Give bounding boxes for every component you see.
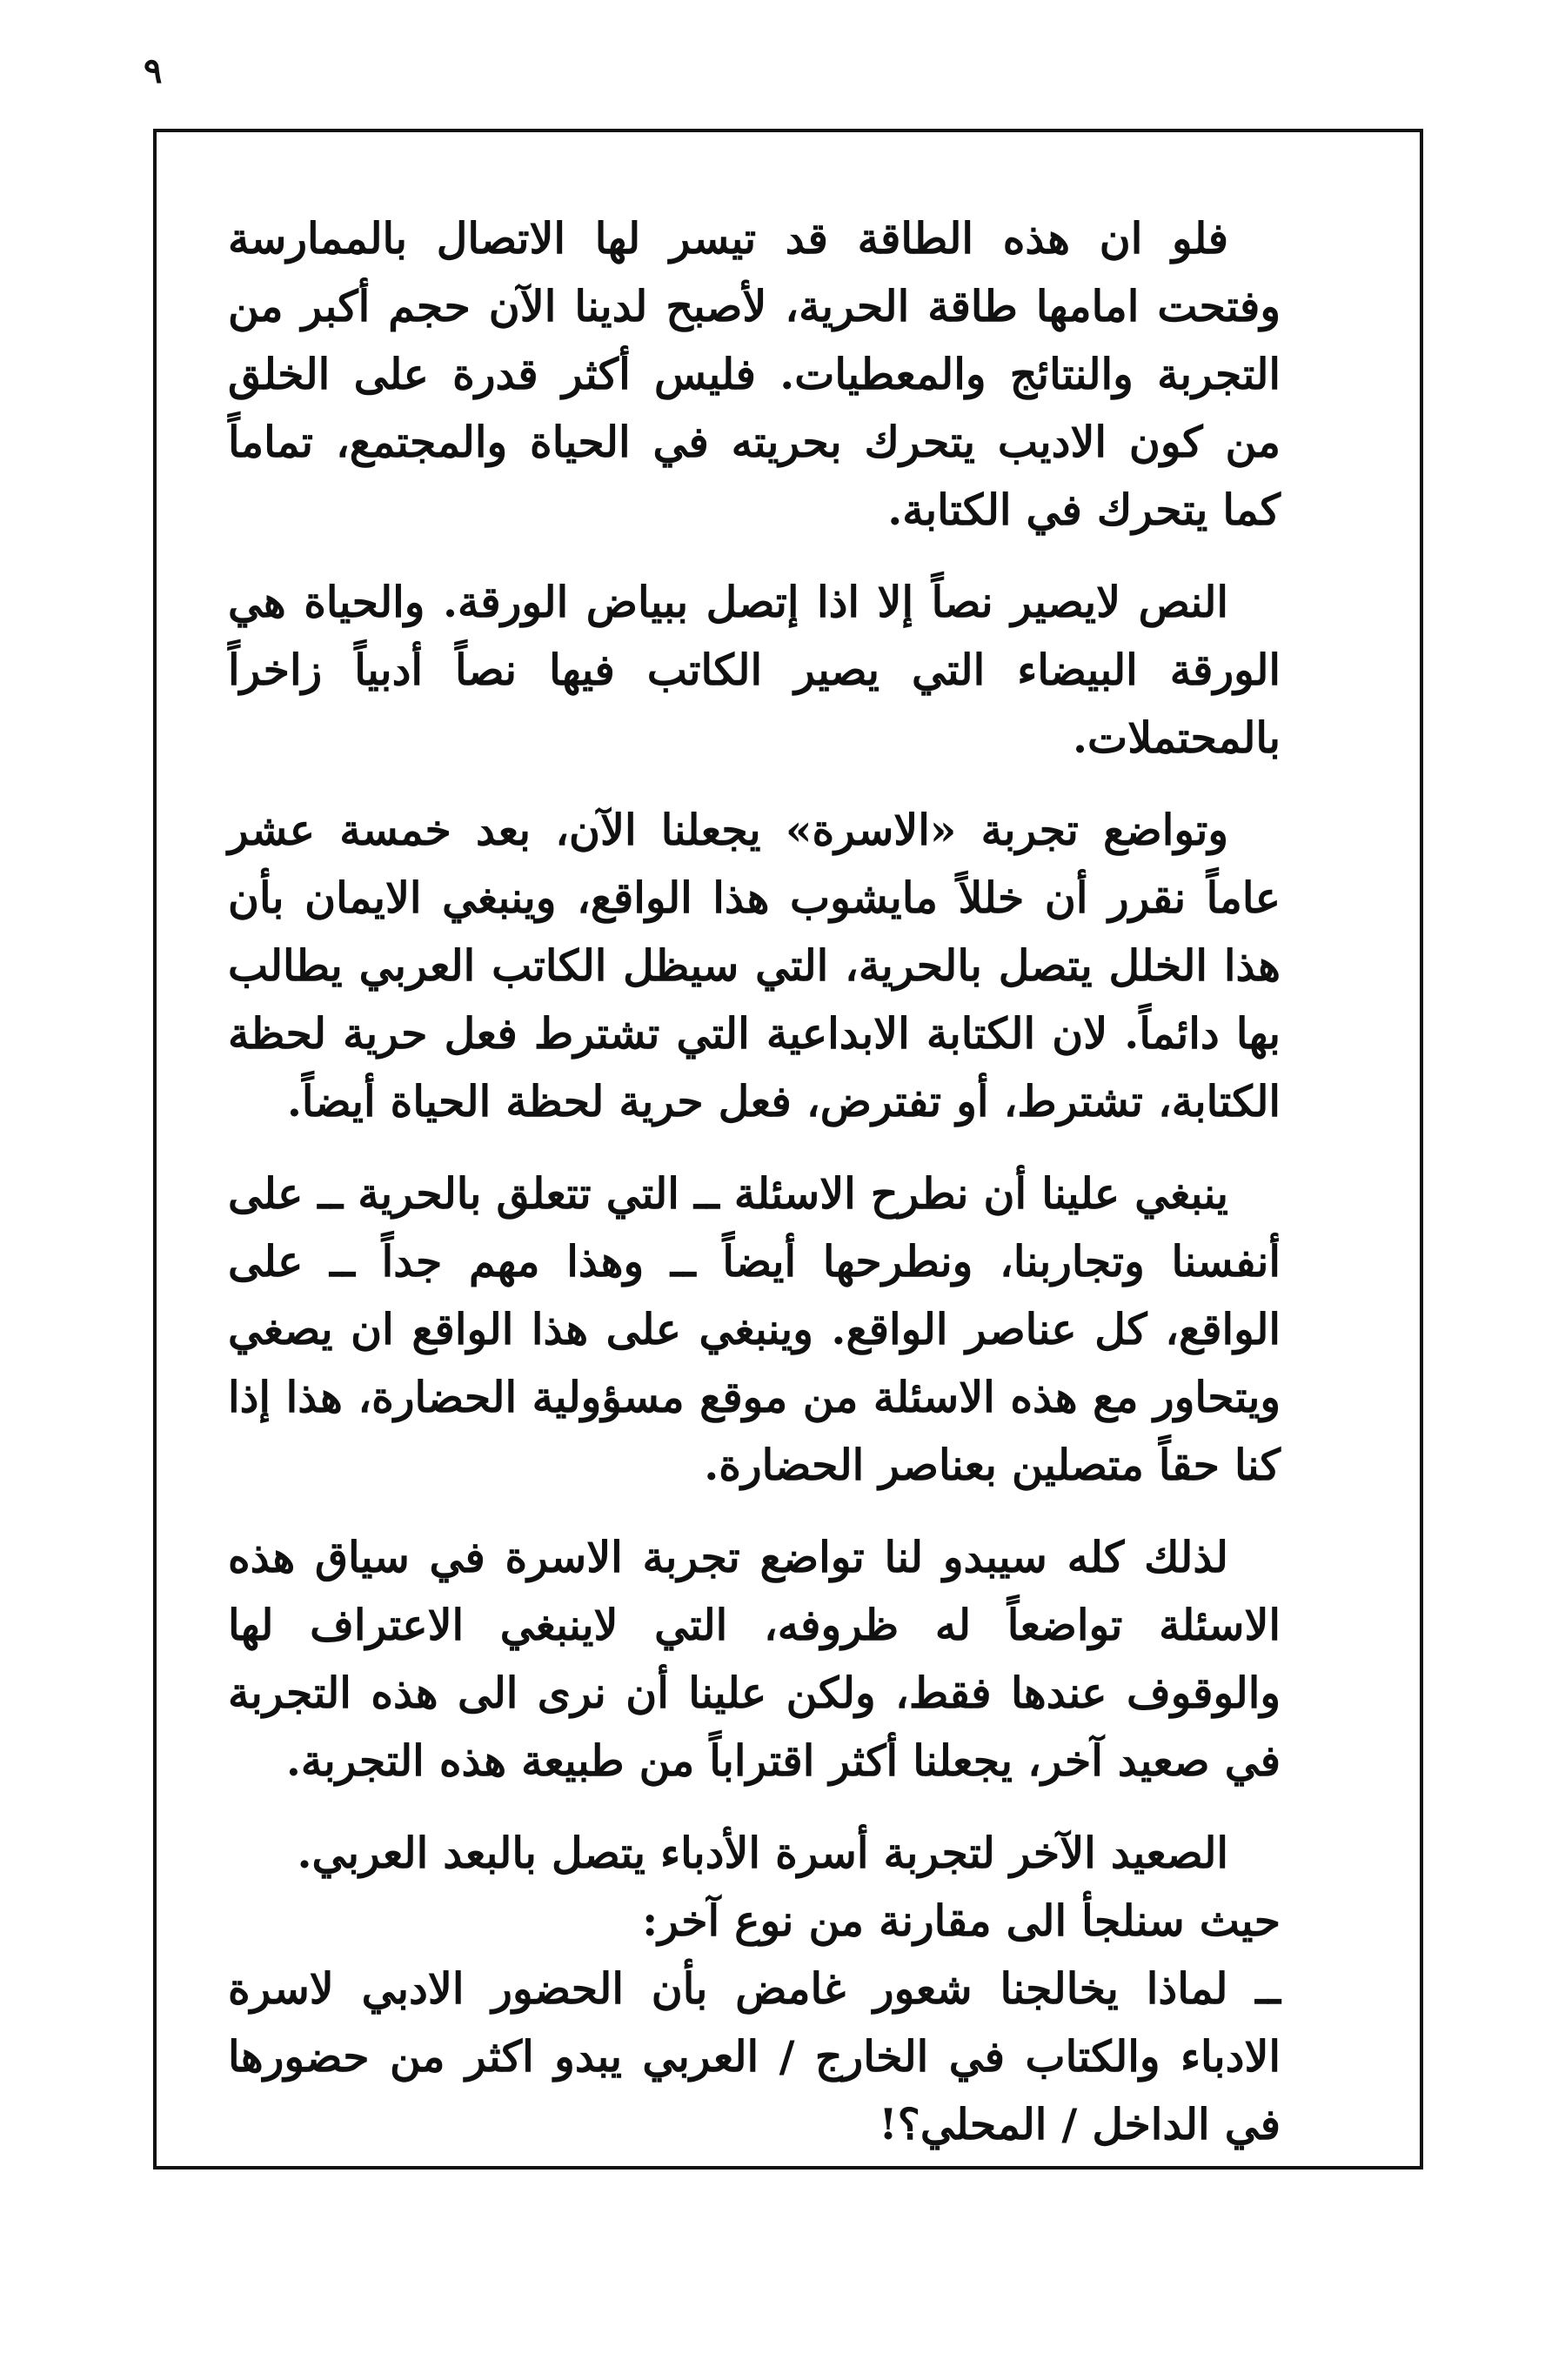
page-number: ٩ xyxy=(144,50,163,91)
body-text xyxy=(228,204,1281,2158)
paragraph-6-line-3: ــ لماذا يخالجنا شعور غامض بأن الحضور الادبي لاسرة الادباء والكتاب في الخارج / العربي يبدو اكثر من حضورها في الداخل / المحلي؟! xyxy=(228,1963,1281,2149)
paragraph-5: لذلك كله سيبدو لنا تواضع تجربة الاسرة في سياق هذه الاسئلة تواضعاً له ظروفه، التي لاينبغي الاعتراف لها والوقوف عندها فقط، ولكن علينا أن نرى الى هذه التجربة في صعيد آخر، يجعلنا أكثر اقتراباً من طبيعة هذه التجربة. xyxy=(228,1532,1281,1786)
paragraph-6-line-1: الصعيد الآخر لتجربة أسرة الأدباء يتصل بالبعد العربي. xyxy=(297,1828,1228,1878)
paragraph-1: فلو ان هذه الطاقة قد تيسر لها الاتصال بالممارسة وفتحت امامها طاقة الحرية، لأصبح لدينا الآن حجم أكبر من التجربة والنتائج والمعطيات. فليس أكثر قدرة على الخلق من كون الاديب يتحرك بحريته في الحياة والمجتمع، تماماً كما يتحرك في الكتابة. xyxy=(228,213,1281,535)
paragraph-3: وتواضع تجربة «الاسرة» يجعلنا الآن، بعد خمسة عشر عاماً نقرر أن خللاً مايشوب هذا الواقع، وينبغي الايمان بأن هذا الخلل يتصل بالحرية، التي سيظل الكاتب العربي يطالب بها دائماً. لان الكتابة الابداعية التي تشترط فعل حرية لحظة الكتابة، تشترط، أو تفترض، فعل حرية لحظة الحياة أيضاً. xyxy=(228,805,1281,1126)
paragraph-4: ينبغي علينا أن نطرح الاسئلة ــ التي تتعلق بالحرية ــ على أنفسنا وتجاربنا، ونطرحها أيضاً ــ وهذا مهم جداً ــ على الواقع، كل عناصر الواقع. وينبغي على هذا الواقع ان يصغي ويتحاور مع هذه الاسئلة من موقع مسؤولية الحضارة، هذا إذا كنا حقاً متصلين بعناصر الحضارة. xyxy=(228,1168,1281,1490)
paragraph-6-line-2: حيث سنلجأ الى مقارنة من نوع آخر: xyxy=(642,1895,1281,1946)
paragraph-6 xyxy=(228,1819,1281,2158)
paragraph-2: النص لايصير نصاً إلا اذا إتصل ببياض الورقة. والحياة هي الورقة البيضاء التي يصير الكاتب فيها نصاً أدبياً زاخراً بالمحتملات. xyxy=(228,577,1281,763)
